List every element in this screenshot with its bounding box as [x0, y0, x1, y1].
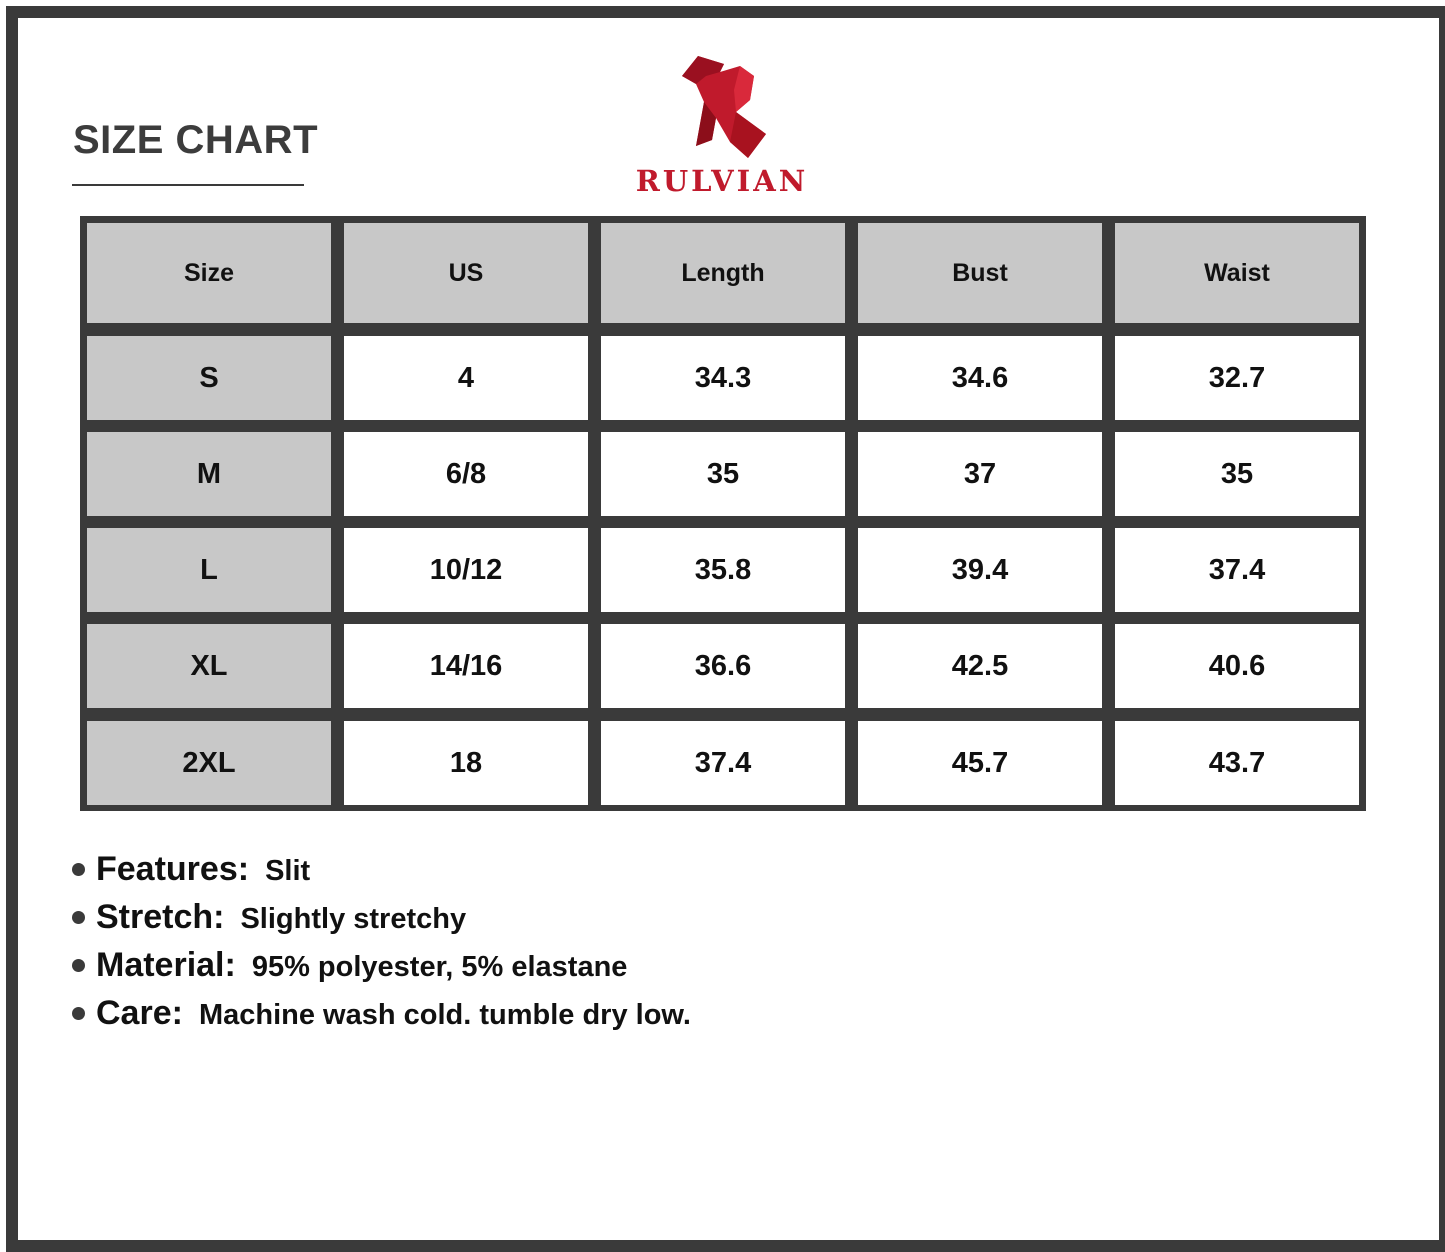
detail-value: 95% polyester, 5% elastane [251, 951, 628, 983]
table-cell-waist: 40.6 [1115, 624, 1359, 708]
table-cell-bust: 34.6 [858, 336, 1102, 420]
table-cell-size: XL [87, 624, 331, 708]
table-cell-size: L [87, 528, 331, 612]
table-cell-length: 35 [601, 432, 845, 516]
table-cell-size: M [87, 432, 331, 516]
table-cell-waist: 43.7 [1115, 721, 1359, 805]
table-cell-length: 34.3 [601, 336, 845, 420]
bullet-icon [72, 863, 85, 876]
detail-label: Care: [96, 994, 183, 1032]
table-cell-bust: 42.5 [858, 624, 1102, 708]
column-header-length: Length [601, 223, 845, 323]
table-cell-us: 6/8 [344, 432, 588, 516]
table-cell-length: 37.4 [601, 721, 845, 805]
bullet-icon [72, 959, 85, 972]
detail-features [72, 850, 691, 898]
page-title: SIZE CHART [73, 118, 318, 162]
table-cell-waist: 32.7 [1115, 336, 1359, 420]
title-underline [72, 184, 304, 186]
table-cell-size: 2XL [87, 721, 331, 805]
table-cell-length: 35.8 [601, 528, 845, 612]
table-cell-bust: 45.7 [858, 721, 1102, 805]
detail-label: Features: [96, 850, 250, 888]
table-cell-us: 4 [344, 336, 588, 420]
detail-value: Slightly stretchy [240, 903, 467, 935]
brand-name: RULVIAN [635, 164, 809, 198]
product-details-list [72, 850, 691, 1042]
detail-label: Material: [96, 946, 236, 984]
table-cell-us: 14/16 [344, 624, 588, 708]
table-cell-bust: 39.4 [858, 528, 1102, 612]
table-cell-length: 36.6 [601, 624, 845, 708]
table-cell-us: 18 [344, 721, 588, 805]
detail-stretch [72, 898, 691, 946]
bullet-icon [72, 911, 85, 924]
detail-care [72, 994, 691, 1042]
column-header-bust: Bust [858, 223, 1102, 323]
table-cell-size: S [87, 336, 331, 420]
column-header-waist: Waist [1115, 223, 1359, 323]
detail-value: Machine wash cold. tumble dry low. [198, 999, 691, 1031]
detail-label: Stretch: [96, 898, 225, 936]
table-cell-bust: 37 [858, 432, 1102, 516]
bullet-icon [72, 1007, 85, 1020]
brand-logo-icon [676, 54, 774, 162]
size-chart-table [80, 216, 1366, 811]
column-header-us: US [344, 223, 588, 323]
table-cell-us: 10/12 [344, 528, 588, 612]
table-cell-waist: 37.4 [1115, 528, 1359, 612]
detail-material [72, 946, 691, 994]
column-header-size: Size [87, 223, 331, 323]
table-cell-waist: 35 [1115, 432, 1359, 516]
detail-value: Slit [265, 855, 311, 887]
